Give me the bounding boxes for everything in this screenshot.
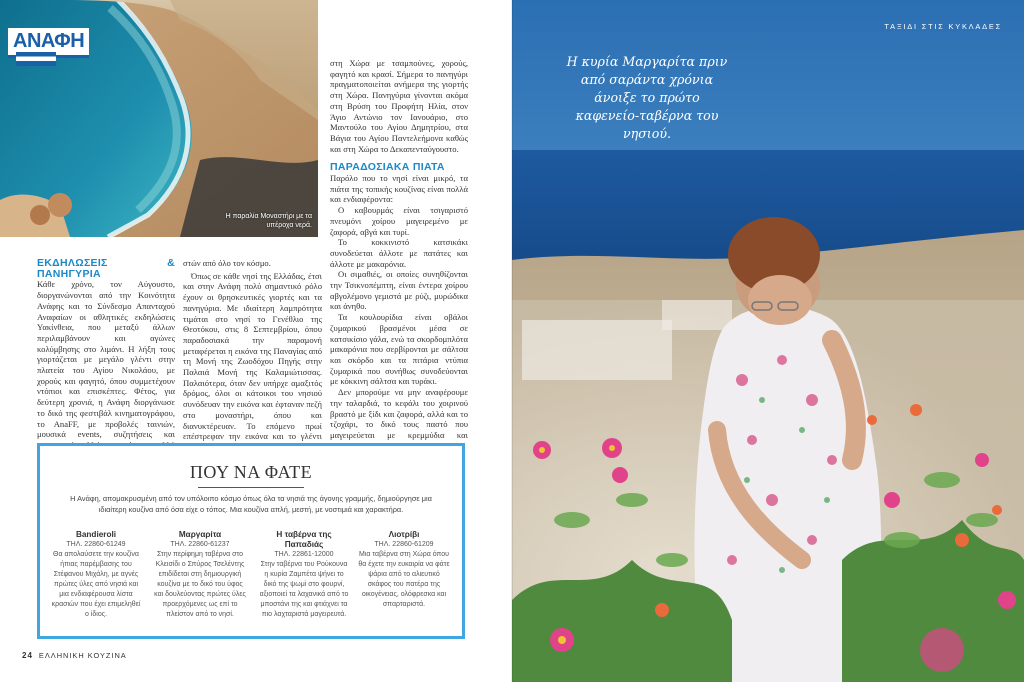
restaurant-phone: ΤΗΛ. 22860-61209: [374, 541, 434, 548]
beach-photo: [0, 0, 318, 237]
restaurant-phone: ΤΗΛ. 22860-61237: [170, 541, 230, 548]
events-column-3: [330, 58, 468, 451]
dishes-paragraph: Παρόλο που το νησί είναι μικρό, τα πιάτα της τοπικής κουζίνας είναι πολλά και ενδιαφέροντα:: [330, 173, 468, 205]
restaurant-name: Λιοτρίβι: [388, 530, 420, 539]
dishes-paragraph: Οι σιμαθιές, οι οποίες συνηθίζονται την Τσικνοπέμπτη, είναι έντερα χοίρου αβγολέμονο γεμιστά με ρύζι, μυρώδικα και άνηθο.: [330, 269, 468, 312]
restaurant-name: Η ταβέρνα της Παπαδιάς: [276, 530, 332, 549]
restaurant-card: [358, 530, 450, 610]
dishes-paragraph: Τα κουλουρίδια είναι οβάλοι ζυμαρικού βρασμένοι μέσα σε κατσικίσιο γάλα, ενώ τα σκορδομπλότα μακαρόνια που σερβίρονται με σάλτσα και σκόρδο και τα πιτάρια ντύπια ζυμαρικά που συνήθως συνοδεύονται με κόκκινη σάλτσα και τυράκι.: [330, 312, 468, 387]
where-to-eat-intro: Η Ανάφη, απομακρυσμένη από τον υπόλοιπο κόσμο όπως όλα τα νησιά της άγονης γραμμής, δημιούργησε μια ιδιαίτερη κουζίνα από όσα είχε ο τόπος. Μια κουζίνα απλή, μεστή, με νοστιμιά και χαρακτήρα.: [70, 494, 432, 514]
dishes-heading: ΠΑΡΑΔΟΣΙΑΚΑ ΠΙΑΤΑ: [330, 161, 445, 174]
pull-quote: Η κυρία Μαργαρίτα πριν από σαράντα χρόνια άνοιξε το πρώτο καφενείο-ταβέρνα του νησιού.: [566, 54, 728, 141]
events-text-3: στη Χώρα με τσαμπούνες, χορούς, φαγητό και κρασί. Σήμερα το πανηγύρι πραγματοποιείται ανήμερα της γιορτής στη Χώρα. Πανηγύρια γίνονται ακόμα στη Βρύση του Προφήτη Ηλία, στον Άγιο Αντώνιο τον Ιανουάριο, στο Μαντούλο του Αγίου Δημητρίου, στα Βάγια του Αγίου Παντελεήμονα καθώς και στη Χώρα το Δεκαπενταύγουστο.: [330, 58, 468, 154]
where-to-eat-box: [37, 443, 465, 639]
restaurant-phone: ΤΗΛ. 22860-61249: [66, 541, 126, 548]
restaurant-description: Θα απολαύσετε την κουζίνα ήπιας παρέμβασης του Στέφανου Μιχάλη, με αγνές πρώτες ύλες από νησιά και μια ενδιαφέρουσα λίστα κρασιών που έχει επιμεληθεί ο ίδιος.: [51, 551, 141, 618]
events-column-1: [37, 258, 175, 461]
dishes-paragraph: Δεν μπορούμε να μην αναφέρουμε την ταλαρδιά, το κεφάλι του χοιρινού βραστό με ξίδι και ζαφορά, αλλά και το τζοχάρι, το δικό τους παστό που μαγειρεύεται με κρεμμύδια και: [330, 387, 468, 440]
restaurant-card: [50, 530, 142, 620]
title-divider: [198, 487, 304, 488]
restaurant-description: Στην περίφημη ταβέρνα στο Κλεισίδι ο Σπύρος Τσελέντης επιδίδεται στη δημιουργική κουζίνα με το δικό του ύφος και δουλεύοντας πρώτες ύλες προερχόμενες ως επί το πλείστον από το νησί.: [154, 551, 246, 618]
events-text-2-top: στών από όλο τον κόσμο.: [183, 258, 271, 268]
restaurant-description: Στην ταβέρνα του Ρούκουνα η κυρία Ζαμπέτα ψήνει το δικό της ψωμί στο φουρνί, αξιοποιεί τα λαχανικά από το μποστάνι της και φτιάχνει τα πιο λαχταριστά μαγειρευτά.: [259, 561, 349, 618]
restaurant-card: [258, 530, 350, 620]
where-to-eat-title: ΠΟΥ ΝΑ ΦΑΤΕ: [189, 462, 313, 482]
events-heading: ΕΚΔΗΛΩΣΕΙΣ & ΠΑΝΗΓΥΡΙΑ: [37, 257, 175, 280]
dishes-paragraph: Ο καβουρμάς είναι τσιγαριστό πνευμόνι χοίρου μαγειρεμένο με ζαφορά, αβγά και τυρί.: [330, 205, 468, 237]
restaurant-phone: ΤΗΛ. 22861-12000: [274, 551, 334, 558]
photo-caption: Η παραλία Μοναστήρι με τα υπέροχα νερά.: [225, 213, 312, 229]
restaurant-name: Bandieroli: [75, 530, 117, 539]
section-tag: ΤΑΞΙΔΙ ΣΤΙΣ ΚΥΚΛΑΔΕΣ: [884, 22, 1002, 31]
dishes-paragraph: Το κοκκινιστό κατσικάκι συνοδεύεται άλλοτε με πατάτες και άλλοτε με μακαρόνια.: [330, 237, 468, 269]
restaurant-description: Μια ταβέρνα στη Χώρα όπου θα έχετε την ευκαιρία να φάτε ψάρια από το αλιευτικό σκάφος του πατέρα της οικογένειας, ολόφρεσκα και σπαρταριστά.: [358, 551, 450, 608]
restaurant-card: [154, 530, 246, 620]
flag-stripes-icon: [16, 52, 56, 66]
magazine-name: ΕΛΛΗΝΙΚΗ ΚΟΥΖΙΝΑ: [38, 651, 127, 660]
page-number: 24: [22, 651, 33, 660]
page-footer: [22, 651, 127, 660]
events-column-2: [183, 258, 322, 453]
right-page: [512, 0, 1024, 682]
page-spine: [511, 0, 513, 682]
events-text-2: Όπως σε κάθε νησί της Ελλάδας, έτσι και στην Ανάφη πολύ σημαντικό ρόλο έχουν οι θρησκευτικές γιορτές και τα πανηγύρια. Με ιδιαίτερη λαμπρότητα τιμάται στο νησί το Γενέθλιο της Θεοτόκου, στις 8 Σεπτεμβρίου, όπου παραδοσιακά την παραμονή μεταφέρεται η εικόνα της Παναγίας από τη Μονή της Ζωοδόχου Πηγής στην Παλαιά Μονή της Καλαμιώτισσας. Παλαιότερα, όταν δεν υπήρχε αμαξιτός δρόμος, όλοι οι κάτοικοι του νησιού συνόδευαν την εικόνα και έφταναν πεζή στο μοναστήρι, όπου και διανυκτέρευαν. Το επόμενο πρωί επέστρεφαν την εικόνα και το γλέντι: [183, 270, 322, 442]
restaurant-name: Μαργαρίτα: [178, 530, 222, 539]
logo-text: ΑΝΑΦΗ: [8, 28, 89, 58]
events-text-1: Κάθε χρόνο, τον Αύγουστο, διοργανώνονται από την Κοινότητα Ανάφης και το Σύνδεσμο Απανταχού Αναφαίων οι αθλητικές εκδηλώσεις Υακίνθεια, που μεταξύ άλλων περιλαμβάνουν και αγώνες κολύμβησης στο λιμάνι. Η λήξη τους γιορτάζεται με μεγάλο γλέντι στην πλατεία του Αγίου Νικολάου, με χορούς και φαγητό, όπου συμμετέχουν ντόπιοι και επισκέπτες. Φέτος, για δεύτερη χρονιά, η Ανάφη διοργάνωσε το δικό της φεστιβάλ κινηματογράφου, το AnaFF, με προβολές ταινιών, μουσικά events, συζητήσεις και: [37, 279, 175, 440]
